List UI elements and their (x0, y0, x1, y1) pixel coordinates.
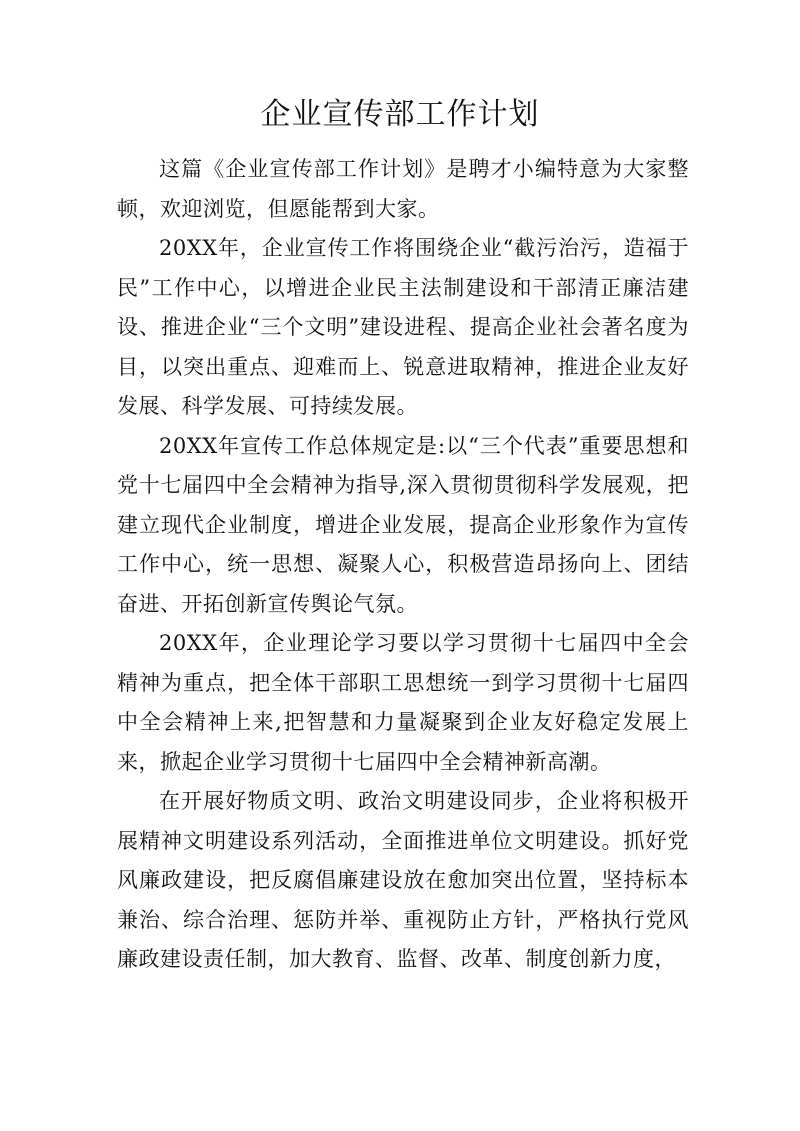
paragraph-work-goals: 20XX年，企业宣传工作将围绕企业“截污治污，造福于民”工作中心，以增进企业民主法制建设和干部清正廉洁建设、推进企业“三个文明”建设进程、提高企业社会著名度为目，以突出重点、迎难而上、锐意进取精神，推进企业友好发展、科学发展、可持续发展。 (117, 236, 689, 418)
paragraph-theory-study: 20XX年，企业理论学习要以学习贯彻十七届四中全会精神为重点，把全体干部职工思想统一到学习贯彻十七届四中全会精神上来,把智慧和力量凝聚到企业友好稳定发展上来，掀起企业学习贯彻十七届四中全会精神新高潮。 (117, 631, 689, 774)
paragraph-civilization-building: 在开展好物质文明、政治文明建设同步，企业将积极开展精神文明建设系列活动，全面推进单位文明建设。抓好党风廉政建设，把反腐倡廉建设放在愈加突出位置，坚持标本兼治、综合治理、惩防并举、重视防止方针，严格执行党风廉政建设责任制，加大教育、监督、改革、制度创新力度， (117, 789, 689, 971)
document-title: 企业宣传部工作计划 (260, 97, 540, 132)
paragraph-intro: 这篇《企业宣传部工作计划》是聘才小编特意为大家整顿，欢迎浏览，但愿能帮到大家。 (117, 157, 689, 221)
paragraph-overall-requirements: 20XX年宣传工作总体规定是:以“三个代表”重要思想和党十七届四中全会精神为指导,深入贯彻贯彻科学发展观，把建立现代企业制度，增进企业发展，提高企业形象作为宣传工作中心，统一思想、凝聚人心，积极营造昂扬向上、团结奋进、开拓创新宣传舆论气氛。 (117, 433, 689, 616)
document-body (117, 150, 689, 980)
